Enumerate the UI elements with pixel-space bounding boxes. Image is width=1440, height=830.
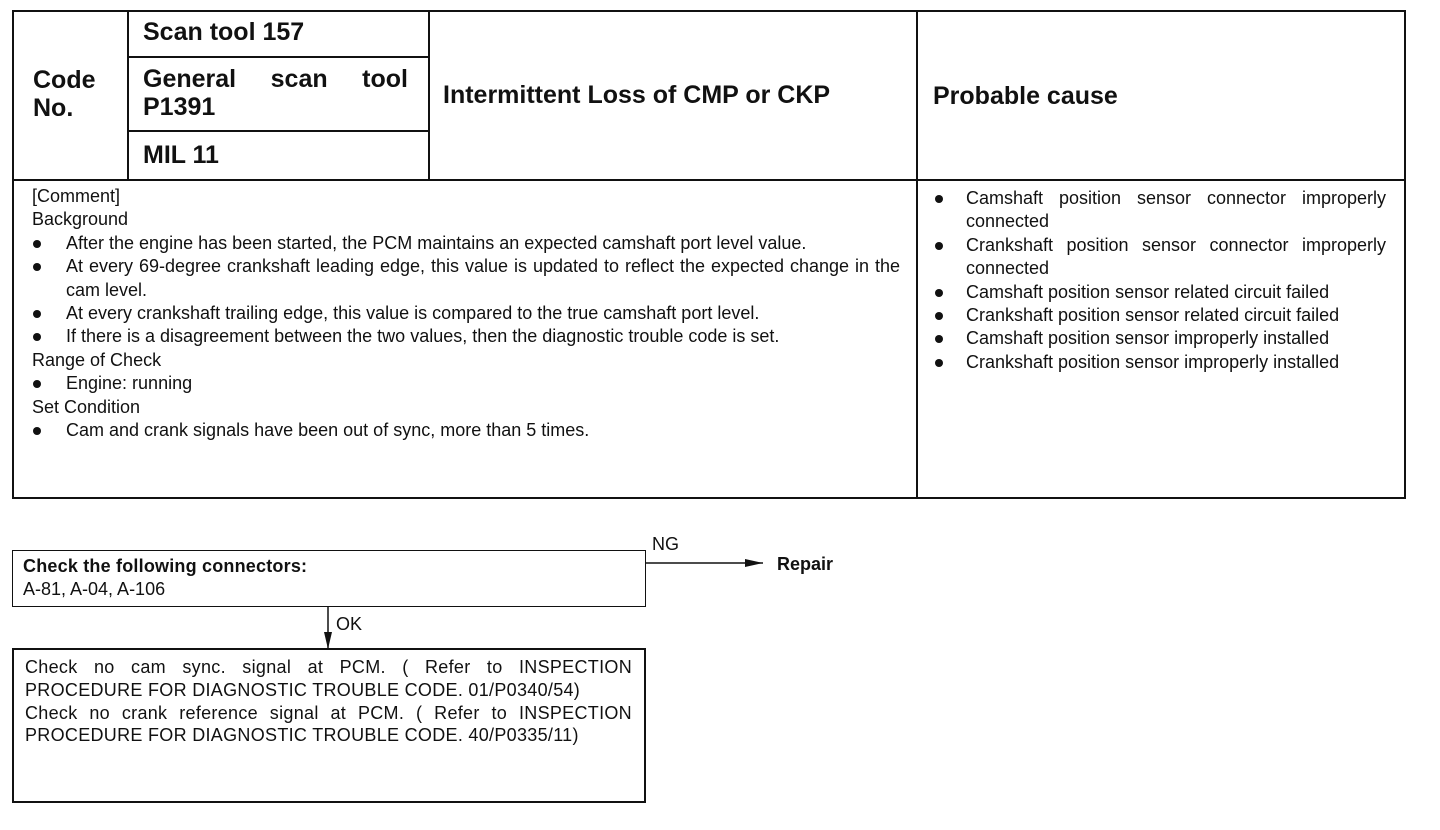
set-condition-label: Set Condition xyxy=(32,396,141,417)
scan-col-right-rule xyxy=(428,10,430,180)
cause-item: Crankshaft position sensor related circuit failed xyxy=(931,304,1386,327)
table-border-top xyxy=(12,10,1406,12)
probable-cause-header: Probable cause xyxy=(933,82,1118,110)
ng-arrow xyxy=(645,555,770,571)
repair-label: Repair xyxy=(777,554,834,574)
cause-col-rule xyxy=(916,10,918,499)
scan-col-left-rule xyxy=(127,10,129,180)
ng-label: NG xyxy=(652,534,679,554)
table-border-left xyxy=(12,10,14,499)
page-title: Intermittent Loss of CMP or CKP xyxy=(443,81,831,109)
general-scan-tool-label: General scan tool P1391 xyxy=(143,65,408,121)
table-border-right xyxy=(1404,10,1406,499)
ok-label: OK xyxy=(336,614,363,634)
signal-check-text xyxy=(25,656,632,747)
comment-heading: [Comment] xyxy=(32,186,121,206)
connector-list: A-81, A-04, A-106 xyxy=(23,579,166,599)
probable-cause-list xyxy=(931,187,1386,374)
background-item: At every 69-degree crankshaft leading edge, this value is updated to reflect the expected change in the cam level. xyxy=(32,255,900,302)
cause-item: Camshaft position sensor improperly installed xyxy=(931,327,1386,350)
scan-row-rule-2 xyxy=(127,130,429,132)
scan-tool-label: Scan tool 157 xyxy=(143,18,305,46)
cause-item: Crankshaft position sensor improperly installed xyxy=(931,351,1386,374)
connector-check-title: Check the following connectors: xyxy=(23,556,308,576)
header-divider xyxy=(12,179,1406,181)
scan-row-rule-1 xyxy=(127,56,429,58)
background-item: At every crankshaft trailing edge, this value is compared to the true camshaft port level. xyxy=(32,302,900,325)
range-item: Engine: running xyxy=(32,372,900,395)
set-condition-item: Cam and crank signals have been out of sync, more than 5 times. xyxy=(32,419,900,442)
background-item: If there is a disagreement between the two values, then the diagnostic trouble code is set. xyxy=(32,325,900,348)
range-of-check-label: Range of Check xyxy=(32,349,162,370)
cause-item: Camshaft position sensor related circuit failed xyxy=(931,281,1386,304)
ok-arrow xyxy=(320,606,336,650)
comment-section xyxy=(32,185,900,442)
code-no-label: Code No. xyxy=(33,66,96,122)
cam-sync-check: Check no cam sync. signal at PCM. ( Refer to INSPECTION PROCEDURE FOR DIAGNOSTIC TROUBLE CODE. 01/P0340/54) xyxy=(25,657,632,700)
background-label: Background xyxy=(32,209,129,230)
table-border-bottom xyxy=(12,497,1406,499)
mil-label: MIL 11 xyxy=(143,141,219,169)
cause-item: Camshaft position sensor connector improperly connected xyxy=(931,187,1386,234)
crank-reference-check: Check no crank reference signal at PCM. ( Refer to INSPECTION PROCEDURE FOR DIAGNOSTIC TROUBLE CODE. 40/P0335/11) xyxy=(25,702,632,746)
background-item: After the engine has been started, the PCM maintains an expected camshaft port level value. xyxy=(32,232,900,255)
cause-item: Crankshaft position sensor connector improperly connected xyxy=(931,234,1386,281)
